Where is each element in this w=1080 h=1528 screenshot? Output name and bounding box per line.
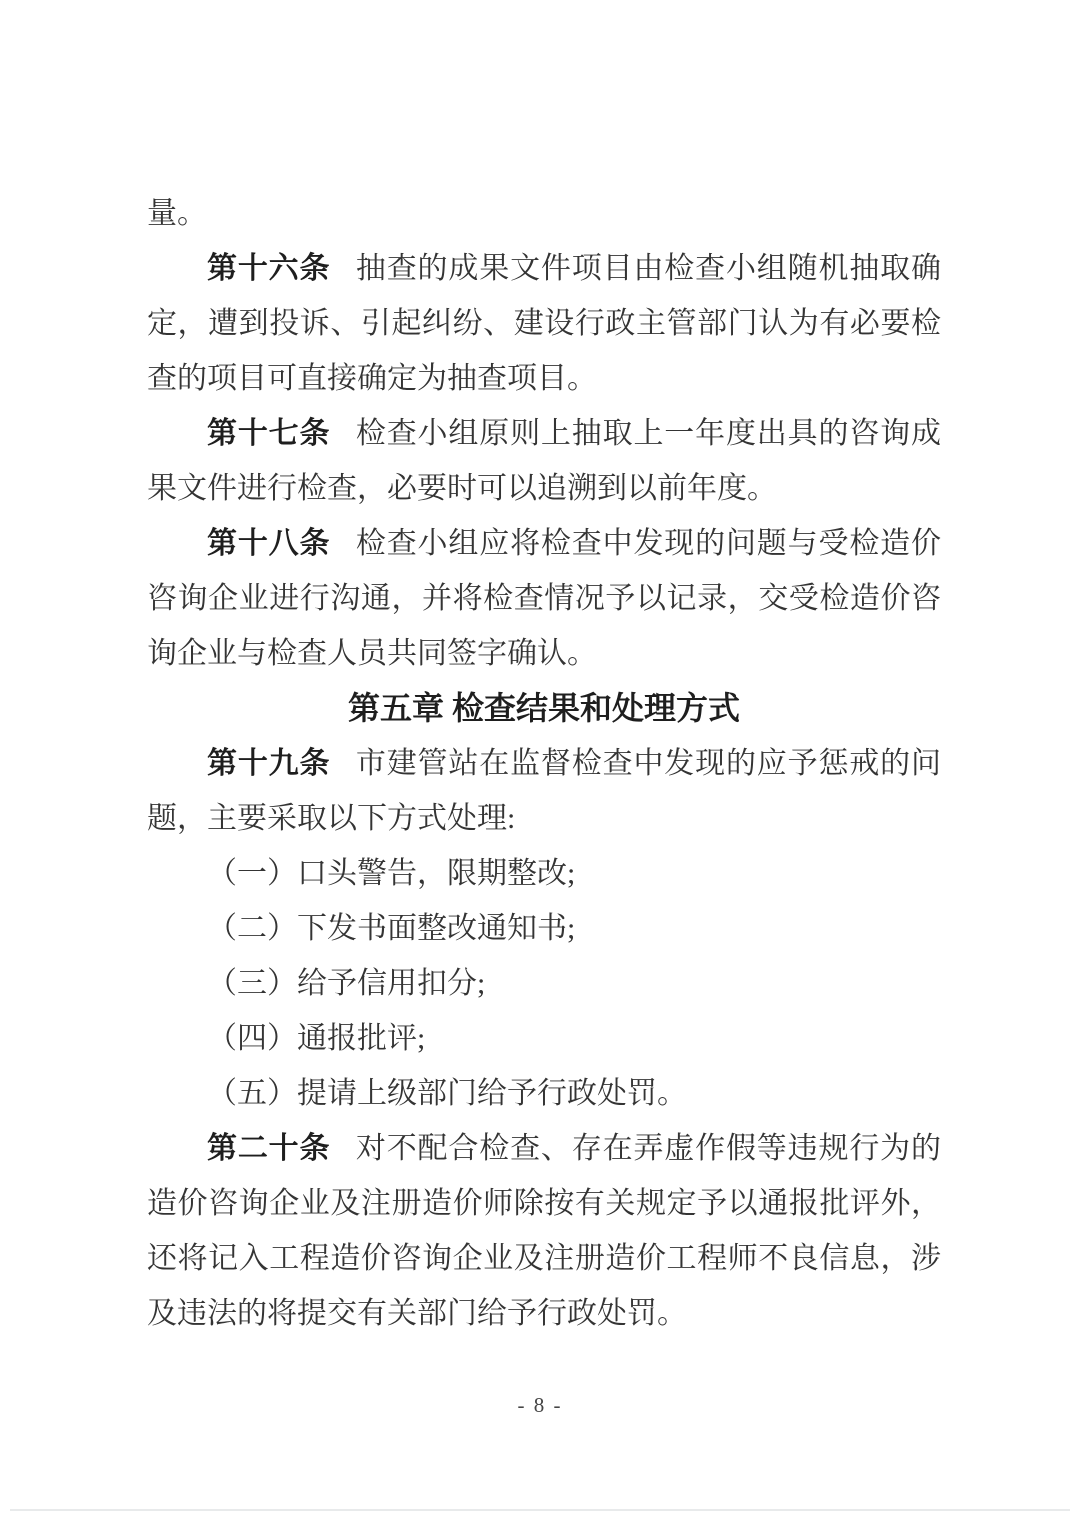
article-18-text: 检查小组应将检查中发现的问题与受检造价咨询企业进行沟通，并将检查情况予以记录，交受检造价咨询企业与检查人员共同签字确认。 (147, 527, 942, 670)
chapter-heading: 第五章 检查结果和处理方式 (347, 690, 740, 726)
article-17-text: 检查小组原则上抽取上一年度出具的咨询成果文件进行检查，必要时可以追溯到以前年度。 (147, 417, 942, 505)
article-18-number: 第十八条 (207, 527, 331, 560)
list-item-2: （二）下发书面整改通知书; (207, 912, 576, 945)
article-18-paragraph (147, 516, 941, 681)
page-number: - 8 - (517, 1393, 563, 1417)
list-item-1: （一）口头警告，限期整改; (207, 857, 576, 890)
scan-artifact-line (10, 1509, 1070, 1511)
article-17-paragraph (147, 406, 941, 516)
article-17-number: 第十七条 (207, 417, 331, 450)
article-19-number: 第十九条 (207, 747, 331, 780)
article-16-text: 抽查的成果文件项目由检查小组随机抽取确定，遭到投诉、引起纠纷、建设行政主管部门认为有必要检查的项目可直接确定为抽查项目。 (147, 252, 942, 395)
list-item-4: （四）通报批评; (207, 1022, 426, 1055)
article-20-number: 第二十条 (207, 1132, 331, 1165)
article-20-text: 对不配合检查、存在弄虚作假等违规行为的造价咨询企业及注册造价师除按有关规定予以通报批评外，还将记入工程造价咨询企业及注册造价工程师不良信息，涉及违法的将提交有关部门给予行政处罚。 (147, 1132, 942, 1330)
list-item-3: （三）给予信用扣分; (207, 967, 486, 1000)
article-16-number: 第十六条 (207, 252, 331, 285)
article-20-paragraph (147, 1121, 941, 1341)
carryover-line: 量。 (147, 197, 207, 230)
article-16-paragraph (147, 241, 941, 406)
article-19-text: 市建管站在监督检查中发现的应予惩戒的问题，主要采取以下方式处理: (147, 747, 942, 835)
list-item-5: （五）提请上级部门给予行政处罚。 (207, 1077, 687, 1110)
article-19-paragraph (147, 736, 941, 846)
document-page (147, 186, 941, 1341)
